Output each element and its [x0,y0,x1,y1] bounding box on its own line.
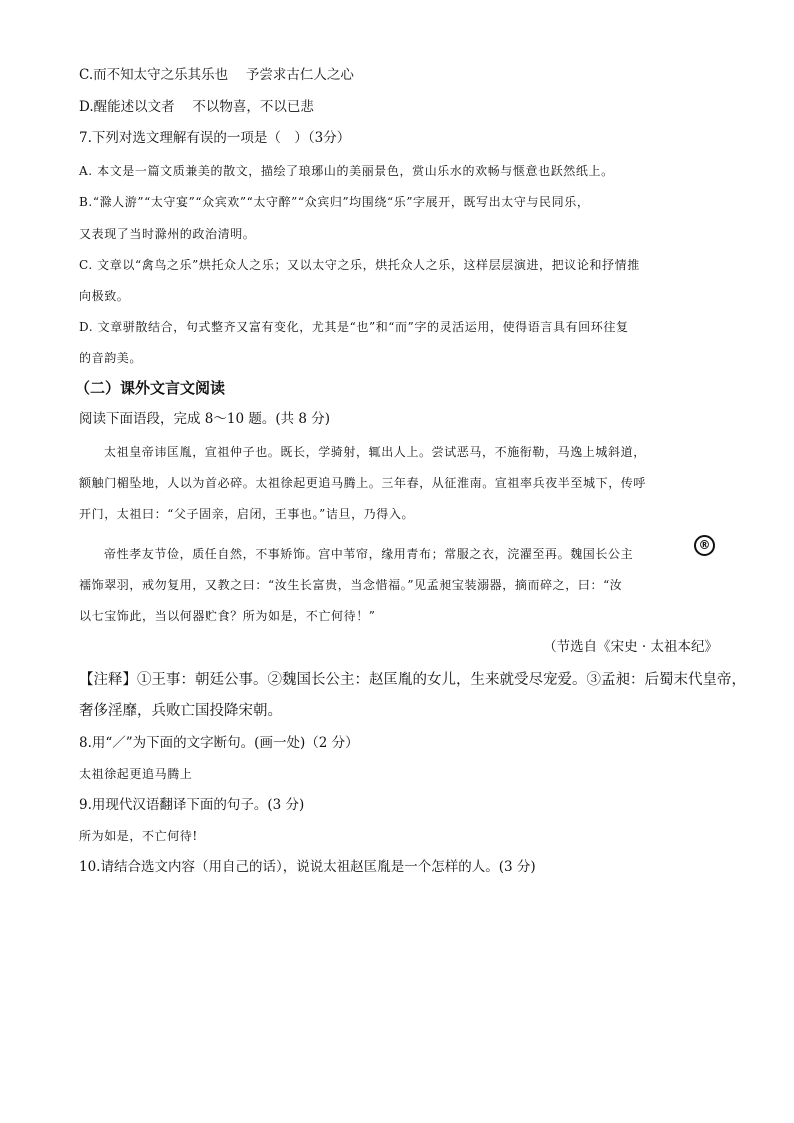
line-option-d: D.醒能述以文者 不以物喜，不以已悲 [79,99,314,115]
passage-source: （节选自《宋史 · 太祖本纪》 [543,639,718,655]
question-8-text: 太祖徐起更追马腾上 [79,767,193,781]
notes-line2: 奢侈淫靡，兵败亡国投降宋朝。 [79,703,282,719]
passage-p2-line2: 襦饰翠羽，戒勿复用，又教之曰：“汝生长富贵，当念惜福。”见孟昶宝装溺器，摘而碎之，曰：“汝 [79,578,623,592]
section-heading: （二）课外文言文阅读 [75,379,226,397]
q7-option-b-line1: B.“滁人游”“太守宴”“众宾欢”“太守醉”“众宾归”均围绕“乐”字展开，既写出太守与民同乐， [79,195,590,209]
q7-option-d-line1: D. 文章骈散结合，句式整齐又富有变化，尤其是“也”和“而”字的灵活运用，使得语言具有回环往复 [79,320,629,334]
line-option-c: C.而不知太守之乐其乐也 予尝求古仁人之心 [79,67,354,83]
question-10: 10.请结合选文内容（用自己的话），说说太祖赵匡胤是一个怎样的人。(3 分) [79,859,536,875]
notes-line1: 【注释】①王事：朝廷公事。②魏国长公主：赵匡胤的女儿，生来就受尽宠爱。③孟昶：后蜀末代皇帝， [79,672,746,688]
passage-p1-line2: 额触门楣坠地，人以为首必碎。太祖徐起更追马腾上。三年春，从征淮南。宣祖率兵夜半至城下，传呼 [79,476,647,490]
question-7: 7.下列对选文理解有误的一项是（ ）（3分） [79,130,351,146]
question-9-text: 所为如是，不亡何待! [79,829,198,843]
question-8: 8.用“／”为下面的文字断句。(画一处)（2 分） [79,735,359,751]
circled-mark-icon: ® [694,535,715,556]
question-9: 9.用现代汉语翻译下面的句子。(3 分) [79,797,305,813]
q7-option-c-line2: 向极致。 [79,289,130,303]
reading-intro: 阅读下面语段，完成 8～10 题。(共 8 分) [79,411,331,427]
passage-p2-line1: 帝性孝友节俭，质任自然，不事矫饰。宫中苇帘，缘用青布；常服之衣，浣濯至再。魏国长公主 [104,547,634,561]
q7-option-b-line2: 又表现了当时滁州的政治清明。 [79,227,256,241]
passage-p2-line3: 以七宝饰此，当以何器贮食？所为如是，不亡何待！” [79,609,376,623]
passage-p1-line3: 开门，太祖曰：“父子固亲，启闭，王事也。”诘旦，乃得入。 [79,507,415,521]
q7-option-d-line2: 的音韵美。 [79,351,143,365]
q7-option-c-line1: C. 文章以“禽鸟之乐”烘托众人之乐；又以太守之乐，烘托众人之乐，这样层层演进，把议论和抒情推 [79,258,640,272]
passage-p1-line1: 太祖皇帝讳匡胤，宣祖仲子也。既长，学骑射，辄出人上。尝试恶马，不施衔勒，马逸上城斜道， [104,445,646,459]
q7-option-a: A. 本文是一篇文质兼美的散文，描绘了琅琊山的美丽景色，赏山乐水的欢畅与惬意也跃然纸上。 [79,164,614,178]
